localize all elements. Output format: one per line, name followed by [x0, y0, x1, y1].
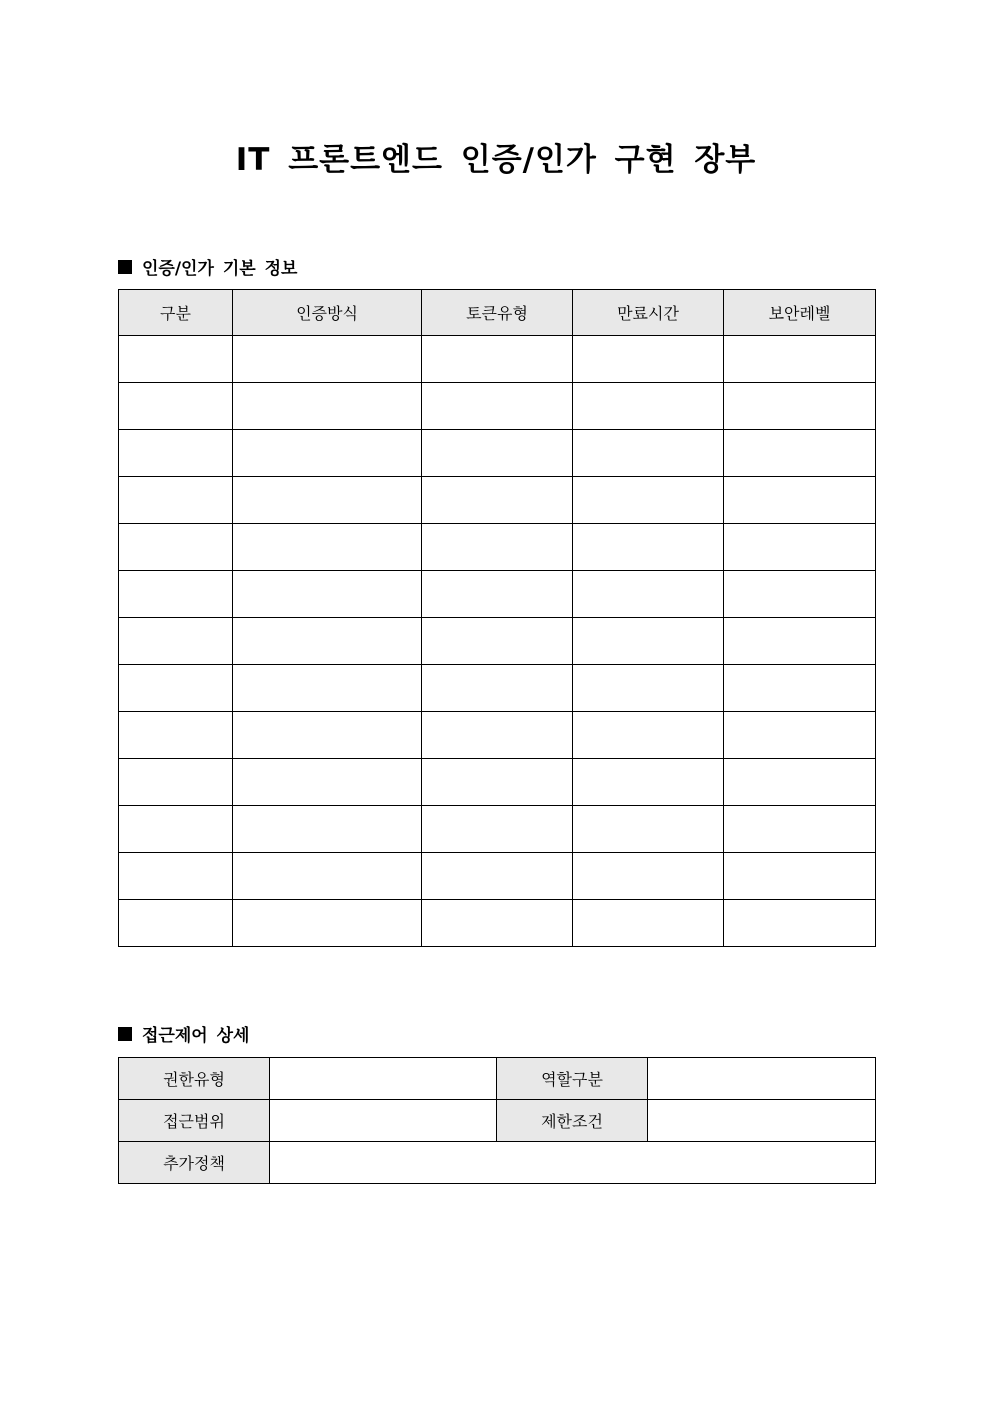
column-header-auth-method: 인증방식 — [233, 290, 422, 336]
cell-auth-method[interactable] — [233, 665, 422, 712]
restriction-value[interactable] — [648, 1100, 876, 1142]
cell-expiry[interactable] — [573, 618, 724, 665]
table-row — [119, 524, 876, 571]
section-heading-label: 접근제어 상세 — [142, 1026, 250, 1046]
table-row — [119, 853, 876, 900]
cell-expiry[interactable] — [573, 383, 724, 430]
cell-security-level[interactable] — [724, 383, 876, 430]
cell-security-level[interactable] — [724, 430, 876, 477]
cell-token-type[interactable] — [422, 571, 573, 618]
cell-token-type[interactable] — [422, 477, 573, 524]
table-row — [119, 1142, 876, 1184]
cell-expiry[interactable] — [573, 336, 724, 383]
cell-category[interactable] — [119, 853, 233, 900]
cell-security-level[interactable] — [724, 806, 876, 853]
cell-token-type[interactable] — [422, 665, 573, 712]
cell-category[interactable] — [119, 712, 233, 759]
section-heading-label: 인증/인가 기본 정보 — [142, 259, 298, 279]
cell-security-level[interactable] — [724, 759, 876, 806]
cell-auth-method[interactable] — [233, 477, 422, 524]
table-row — [119, 383, 876, 430]
cell-token-type[interactable] — [422, 806, 573, 853]
cell-security-level[interactable] — [724, 853, 876, 900]
cell-category[interactable] — [119, 430, 233, 477]
table-row — [119, 430, 876, 477]
table-row — [119, 665, 876, 712]
table-row — [119, 336, 876, 383]
cell-security-level[interactable] — [724, 900, 876, 947]
cell-token-type[interactable] — [422, 524, 573, 571]
document-title: IT 프론트엔드 인증/인가 구현 장부 — [235, 142, 757, 178]
role-category-label: 역할구분 — [497, 1058, 648, 1100]
cell-category[interactable] — [119, 336, 233, 383]
cell-expiry[interactable] — [573, 665, 724, 712]
table-row — [119, 900, 876, 947]
additional-policy-value[interactable] — [270, 1142, 876, 1184]
cell-token-type[interactable] — [422, 336, 573, 383]
cell-expiry[interactable] — [573, 853, 724, 900]
cell-expiry[interactable] — [573, 806, 724, 853]
cell-expiry[interactable] — [573, 900, 724, 947]
cell-auth-method[interactable] — [233, 524, 422, 571]
access-control-table — [118, 1057, 876, 1184]
column-header-expiry: 만료시간 — [573, 290, 724, 336]
table-row — [119, 759, 876, 806]
square-bullet-icon — [118, 260, 132, 274]
cell-auth-method[interactable] — [233, 383, 422, 430]
cell-expiry[interactable] — [573, 477, 724, 524]
access-scope-label: 접근범위 — [119, 1100, 270, 1142]
cell-auth-method[interactable] — [233, 571, 422, 618]
cell-token-type[interactable] — [422, 430, 573, 477]
cell-token-type[interactable] — [422, 618, 573, 665]
cell-auth-method[interactable] — [233, 430, 422, 477]
role-category-value[interactable] — [648, 1058, 876, 1100]
column-header-category: 구분 — [119, 290, 233, 336]
cell-auth-method[interactable] — [233, 618, 422, 665]
restriction-label: 제한조건 — [497, 1100, 648, 1142]
cell-auth-method[interactable] — [233, 759, 422, 806]
square-bullet-icon — [118, 1027, 132, 1041]
cell-category[interactable] — [119, 477, 233, 524]
cell-expiry[interactable] — [573, 759, 724, 806]
cell-token-type[interactable] — [422, 853, 573, 900]
table-row — [119, 571, 876, 618]
cell-token-type[interactable] — [422, 900, 573, 947]
cell-category[interactable] — [119, 806, 233, 853]
cell-expiry[interactable] — [573, 571, 724, 618]
cell-category[interactable] — [119, 759, 233, 806]
table-row — [119, 712, 876, 759]
permission-type-label: 권한유형 — [119, 1058, 270, 1100]
cell-category[interactable] — [119, 618, 233, 665]
table-row — [119, 1100, 876, 1142]
cell-security-level[interactable] — [724, 665, 876, 712]
additional-policy-label: 추가정책 — [119, 1142, 270, 1184]
cell-security-level[interactable] — [724, 524, 876, 571]
cell-category[interactable] — [119, 900, 233, 947]
table-row — [119, 806, 876, 853]
cell-auth-method[interactable] — [233, 806, 422, 853]
cell-auth-method[interactable] — [233, 712, 422, 759]
cell-security-level[interactable] — [724, 712, 876, 759]
auth-info-table — [118, 289, 876, 947]
cell-auth-method[interactable] — [233, 336, 422, 383]
cell-security-level[interactable] — [724, 336, 876, 383]
table-row — [119, 477, 876, 524]
access-scope-value[interactable] — [270, 1100, 497, 1142]
cell-expiry[interactable] — [573, 524, 724, 571]
cell-token-type[interactable] — [422, 383, 573, 430]
cell-token-type[interactable] — [422, 712, 573, 759]
cell-category[interactable] — [119, 524, 233, 571]
table-header-row — [119, 290, 876, 336]
cell-category[interactable] — [119, 383, 233, 430]
permission-type-value[interactable] — [270, 1058, 497, 1100]
cell-expiry[interactable] — [573, 712, 724, 759]
cell-auth-method[interactable] — [233, 900, 422, 947]
cell-security-level[interactable] — [724, 571, 876, 618]
cell-security-level[interactable] — [724, 618, 876, 665]
cell-expiry[interactable] — [573, 430, 724, 477]
table-row — [119, 1058, 876, 1100]
section-heading-access-control — [118, 1021, 249, 1046]
table-row — [119, 618, 876, 665]
cell-category[interactable] — [119, 571, 233, 618]
cell-token-type[interactable] — [422, 759, 573, 806]
cell-auth-method[interactable] — [233, 853, 422, 900]
section-heading-auth-info — [118, 254, 297, 279]
cell-category[interactable] — [119, 665, 233, 712]
cell-security-level[interactable] — [724, 477, 876, 524]
column-header-token-type: 토큰유형 — [422, 290, 573, 336]
column-header-security-level: 보안레벨 — [724, 290, 876, 336]
